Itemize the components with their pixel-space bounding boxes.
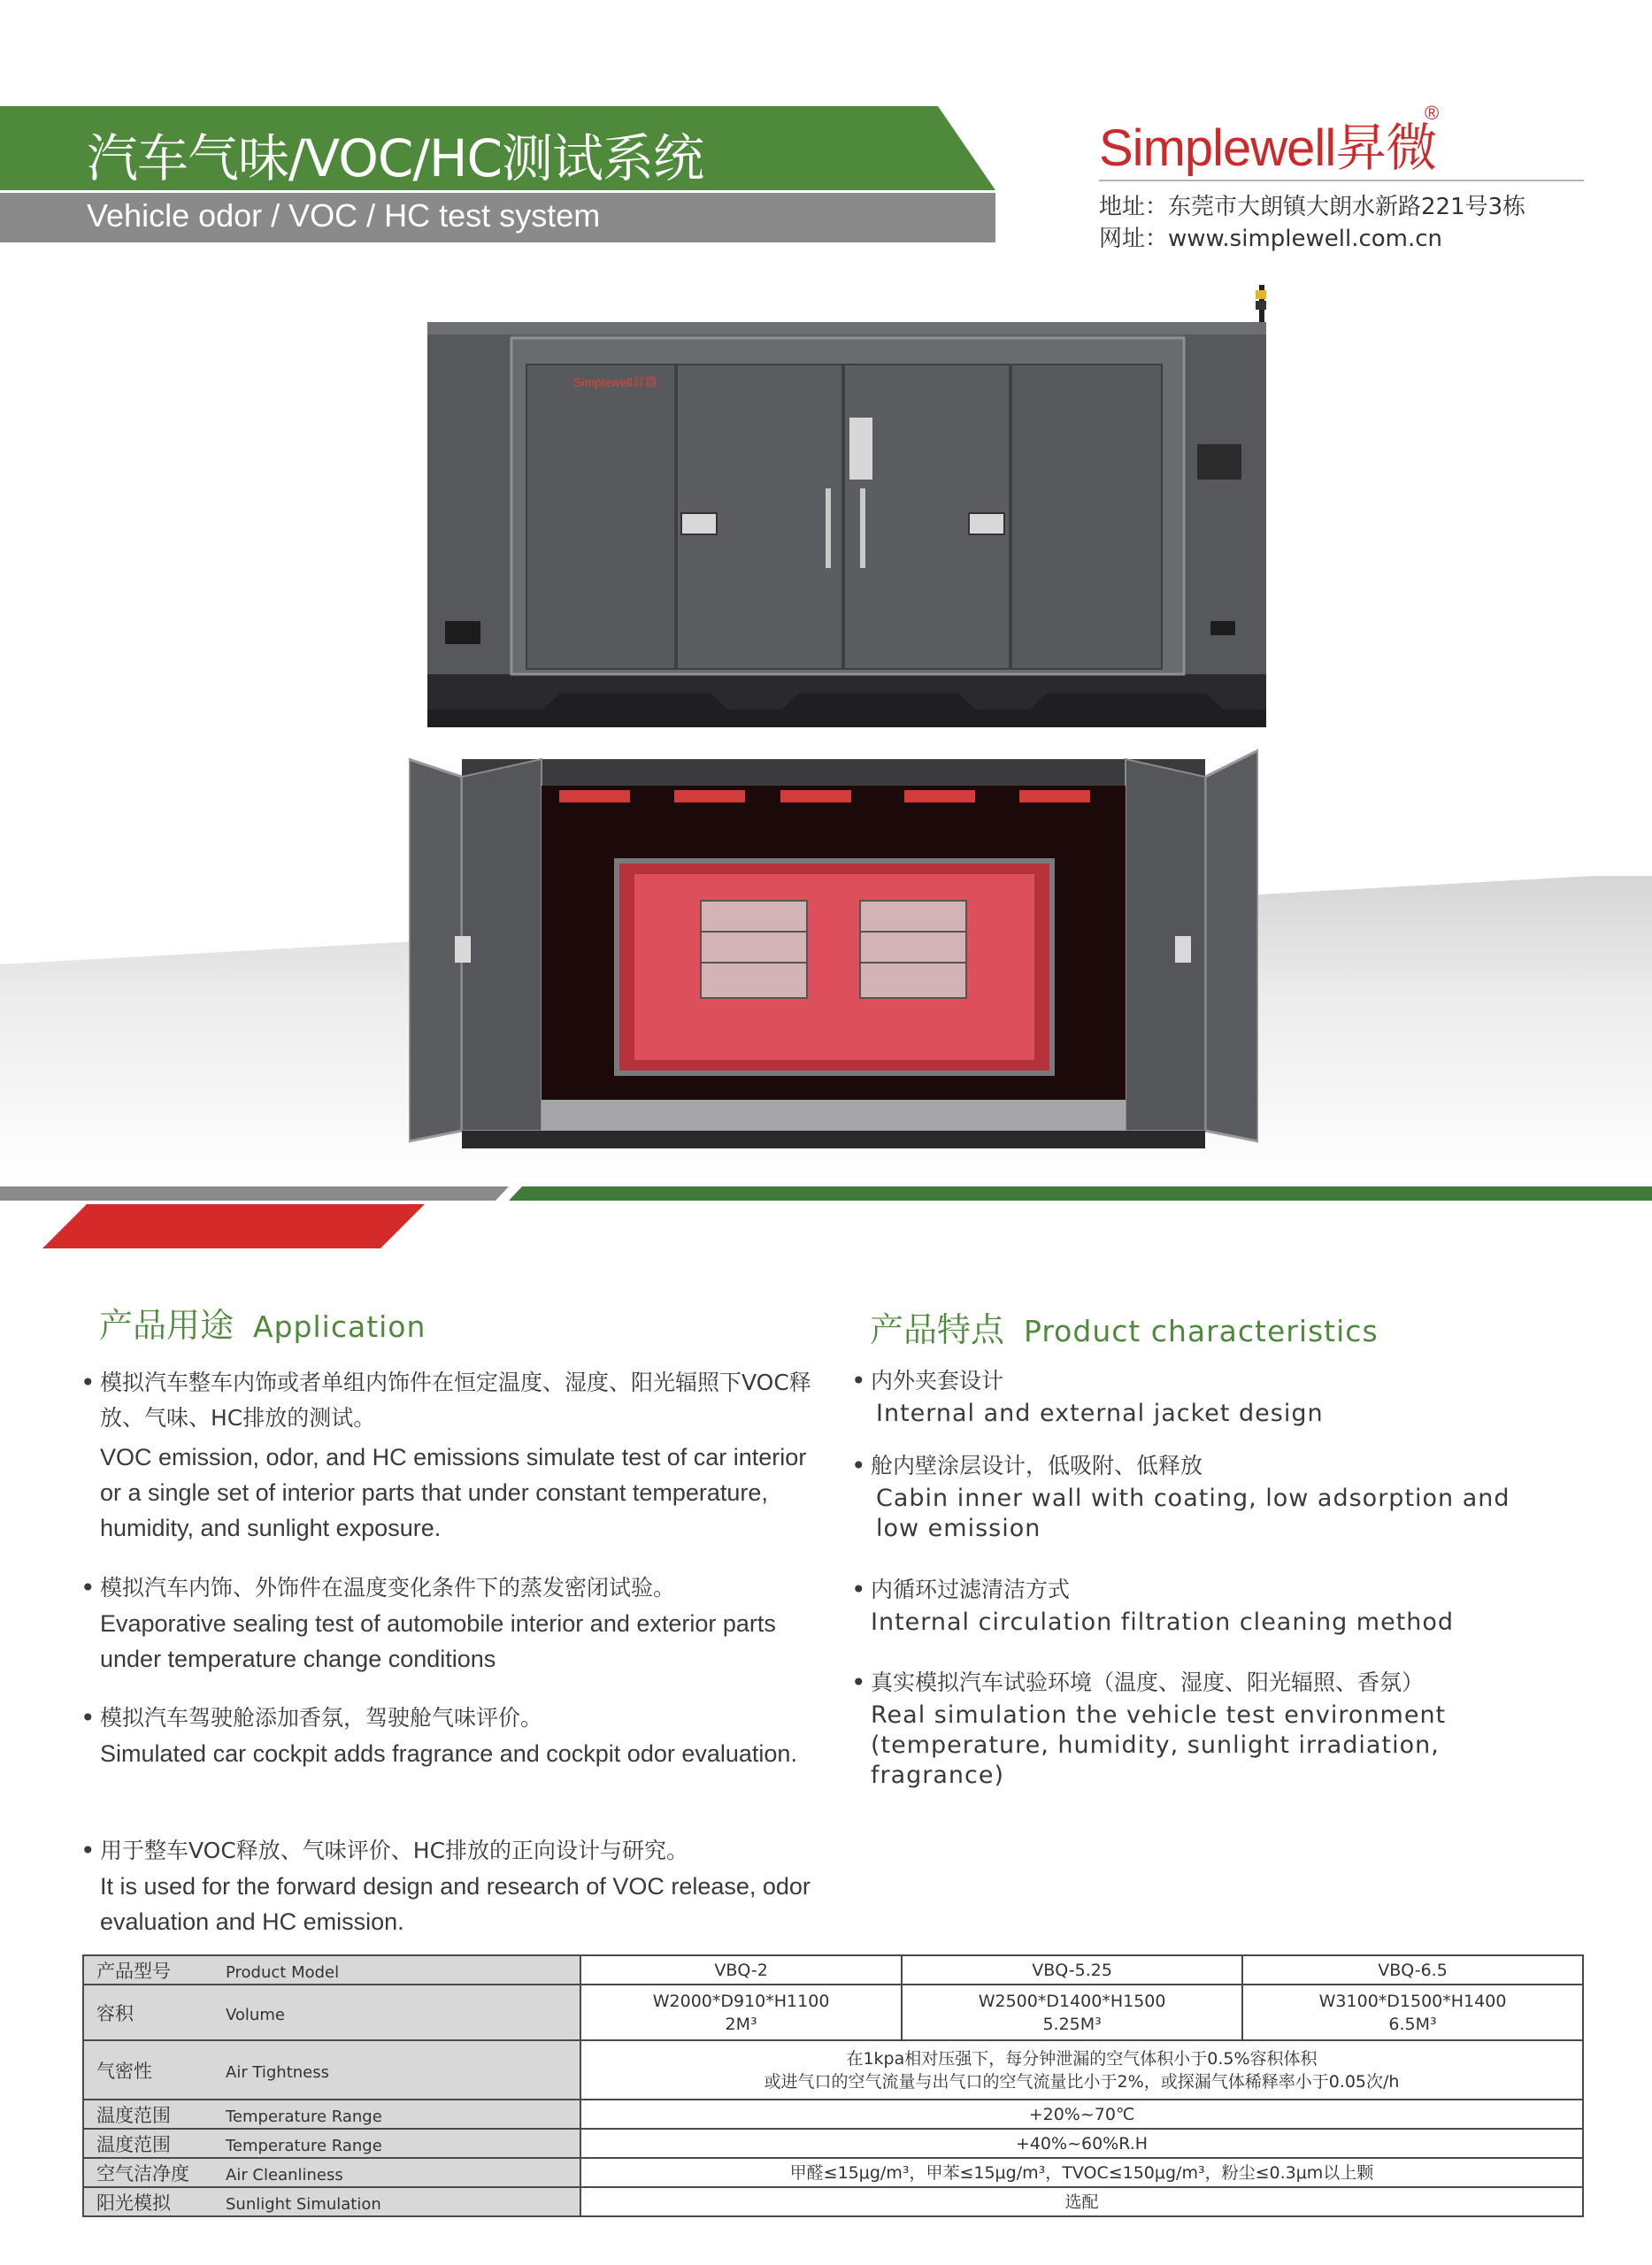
characteristics-item [851, 1448, 1561, 1544]
characteristics-item-en: Internal and external jacket design [876, 1400, 1324, 1427]
bullet-icon: • [81, 1836, 96, 1865]
characteristics-item-en: Cabin inner wall with coating, low adsorption and low emission [876, 1485, 1510, 1542]
spec-cleanliness-value: 甲醛≤15μg/m³，甲苯≤15μg/m³，TVOC≤150μg/m³，粉尘≤0.3μm以上颗 [580, 2158, 1583, 2187]
characteristics-heading-en: Product characteristics [1024, 1314, 1379, 1348]
spec-label-cn: 温度范围 [96, 2104, 171, 2126]
company-website: 网址：www.simplewell.com.cn [1099, 226, 1443, 252]
characteristics-item-en: Real simulation the vehicle test environment (temperature, humidity, sunlight irradiation, fragrance) [871, 1701, 1447, 1789]
spec-tightness-value [580, 2040, 1583, 2100]
spec-label-en: Volume [226, 2005, 285, 2024]
table-row [83, 2187, 1583, 2216]
application-heading-cn: 产品用途 [99, 1306, 234, 1345]
tightness-line: 在1kpa相对压强下，每分钟泄漏的空气体积小于0.5%容积体积 [846, 2048, 1318, 2069]
test-chamber-closed-image [427, 285, 1266, 727]
table-row [83, 2040, 1583, 2100]
characteristics-item-cn: 舱内壁涂层设计，低吸附、低释放 [871, 1453, 1203, 1478]
table-row [83, 2129, 1583, 2158]
registered-mark: ® [1425, 102, 1440, 124]
spec-model-value: VBQ-2 [580, 1955, 902, 1985]
application-item-cn: 模拟汽车内饰、外饰件在温度变化条件下的蒸发密闭试验。 [100, 1575, 676, 1601]
application-heading-en: Application [253, 1309, 426, 1344]
spec-label-en: Temperature Range [226, 2136, 382, 2155]
spec-volume-value [1242, 1985, 1583, 2040]
application-item [81, 1365, 826, 1546]
characteristics-item-en: Internal circulation filtration cleaning method [871, 1609, 1455, 1636]
characteristics-item [851, 1665, 1561, 1791]
spec-label-cn: 空气洁净度 [96, 2162, 189, 2184]
page-subtitle: Vehicle odor / VOC / HC test system [87, 197, 601, 234]
application-item [81, 1570, 826, 1677]
characteristics-item-cn: 内循环过滤清洁方式 [871, 1577, 1071, 1602]
bullet-icon: • [81, 1703, 96, 1732]
spec-label [83, 2040, 580, 2100]
test-chamber-open-image [409, 741, 1258, 1148]
spec-table [82, 1954, 1584, 2217]
spec-label-cn: 温度范围 [96, 2133, 171, 2155]
table-row [83, 2100, 1583, 2129]
spec-label-en: Air Cleanliness [226, 2165, 343, 2184]
spec-label [83, 2158, 580, 2187]
characteristics-heading-cn: 产品特点 [870, 1310, 1005, 1349]
spec-label-en: Product Model [226, 1962, 340, 1982]
table-row [83, 2158, 1583, 2187]
application-item-cn: 用于整车VOC释放、气味评价、HC排放的正向设计与研究。 [100, 1838, 689, 1863]
spec-label [83, 2100, 580, 2129]
tightness-line: 或进气口的空气流量与出气口的空气流量比小于2%，或探漏气体稀释率小于0.05次/h [764, 2071, 1400, 2092]
spec-label [83, 2129, 580, 2158]
bullet-icon: • [81, 1368, 96, 1397]
application-item-en: VOC emission, odor, and HC emissions simulate test of car interior or a single set of interior parts that under constant temperature, humidity, and sunlight exposure. [100, 1444, 807, 1541]
characteristics-item-cn: 真实模拟汽车试验环境（温度、湿度、阳光辐照、香氛） [871, 1670, 1425, 1695]
application-item-en: Evaporative sealing test of automobile interior and exterior parts under temperature change conditions [100, 1610, 776, 1672]
spec-humidity-value: +40%~60%R.H [580, 2129, 1583, 2158]
volume-capacity: 2M³ [725, 2014, 757, 2034]
bullet-icon: • [851, 1575, 866, 1604]
company-address: 地址：东莞市大朗镇大朗水新路221号3栋 [1099, 194, 1526, 220]
spec-label [83, 1955, 580, 1985]
page-title: 汽车气味/VOC/HC测试系统 [87, 128, 704, 188]
characteristics-item [851, 1363, 1561, 1429]
table-row [83, 1985, 1583, 2040]
spec-temperature-value: +20%~70℃ [580, 2100, 1583, 2129]
bullet-icon: • [81, 1573, 96, 1602]
application-item [81, 1833, 826, 1939]
application-item-en: It is used for the forward design and research of VOC release, odor evaluation and HC emission. [100, 1873, 811, 1935]
spec-model-value: VBQ-5.25 [902, 1955, 1242, 1985]
spec-label-cn: 容积 [96, 2002, 134, 2024]
spec-label-en: Sunlight Simulation [226, 2194, 381, 2214]
spec-label-cn: 产品型号 [96, 1960, 171, 1982]
spec-label-cn: 气密性 [96, 2060, 152, 2082]
spec-sunlight-value: 选配 [580, 2187, 1583, 2216]
divider-gray-stripe [0, 1186, 509, 1201]
logo-divider [1099, 180, 1584, 181]
bullet-icon: • [851, 1451, 866, 1480]
spec-label [83, 1985, 580, 2040]
volume-dimensions: W2500*D1400*H1500 [978, 1991, 1166, 2011]
volume-capacity: 6.5M³ [1388, 2014, 1437, 2034]
machine-brand-label: Simplewell昇微 [573, 375, 657, 389]
spec-label-en: Air Tightness [226, 2062, 330, 2082]
brand-logo: Simplewell昇微 [1099, 119, 1437, 177]
characteristics-item [851, 1572, 1561, 1638]
application-heading [99, 1298, 426, 1347]
application-item-cn: 模拟汽车整车内饰或者单组内饰件在恒定温度、湿度、阳光辐照下VOC释放、气味、HC排放的测试。 [100, 1370, 811, 1431]
bullet-icon: • [851, 1668, 866, 1697]
spec-volume-value [902, 1985, 1242, 2040]
bullet-icon: • [851, 1366, 866, 1395]
application-item [81, 1701, 826, 1771]
divider-red-stripe [42, 1204, 425, 1248]
volume-capacity: 5.25M³ [1042, 2014, 1102, 2034]
spec-label-cn: 阳光模拟 [96, 2192, 171, 2214]
spec-label [83, 2187, 580, 2216]
characteristics-heading [870, 1302, 1379, 1351]
table-row [83, 1955, 1583, 1985]
divider-green-stripe [509, 1186, 1652, 1201]
characteristics-item-cn: 内外夹套设计 [871, 1368, 1004, 1394]
volume-dimensions: W2000*D910*H1100 [652, 1991, 830, 2011]
application-item-cn: 模拟汽车驾驶舱添加香氛，驾驶舱气味评价。 [100, 1705, 543, 1731]
application-item-en: Simulated car cockpit adds fragrance and cockpit odor evaluation. [100, 1740, 797, 1767]
volume-dimensions: W3100*D1500*H1400 [1318, 1991, 1507, 2011]
spec-volume-value [580, 1985, 902, 2040]
spec-model-value: VBQ-6.5 [1242, 1955, 1583, 1985]
spec-label-en: Temperature Range [226, 2107, 382, 2126]
